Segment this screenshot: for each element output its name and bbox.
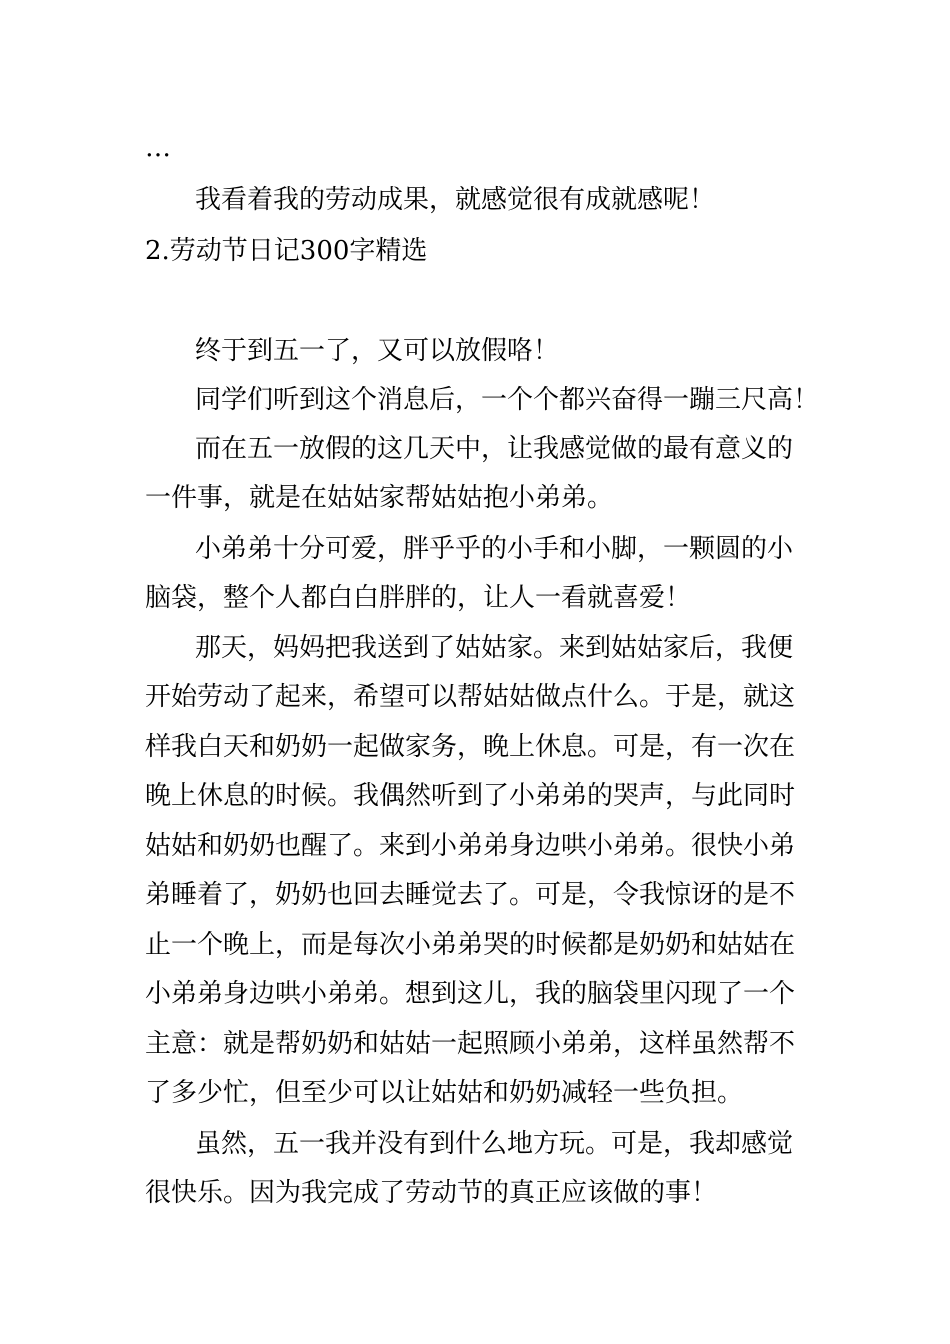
paragraph-line: 止一个晚上，而是每次小弟弟哭的时候都是奶奶和姑姑在 [145, 930, 796, 960]
paragraph-line: 而在五一放假的这几天中，让我感觉做的最有意义的 [195, 434, 794, 464]
paragraph-line: 那天，妈妈把我送到了姑姑家。来到姑姑家后，我便 [195, 633, 794, 663]
paragraph-line: 姑姑和奶奶也醒了。来到小弟弟身边哄小弟弟。很快小弟 [145, 831, 796, 861]
paragraph-line: 一件事，就是在姑姑家帮姑姑抱小弟弟。 [145, 483, 614, 513]
ellipsis: … [145, 133, 171, 163]
paragraph-line: 小弟弟身边哄小弟弟。想到这儿，我的脑袋里闪现了一个 [145, 979, 796, 1009]
paragraph-line: 样我白天和奶奶一起做家务，晚上休息。可是，有一次在 [145, 732, 796, 762]
paragraph-line: 开始劳动了起来，希望可以帮姑姑做点什么。于是，就这 [145, 682, 796, 712]
paragraph-line: 小弟弟十分可爱，胖乎乎的小手和小脚，一颗圆的小 [195, 534, 794, 564]
paragraph-line: 主意：就是帮奶奶和姑姑一起照顾小弟弟，这样虽然帮不 [145, 1029, 796, 1059]
paragraph-line: 弟睡着了，奶奶也回去睡觉去了。可是，令我惊讶的是不 [145, 880, 796, 910]
paragraph-line: 很快乐。因为我完成了劳动节的真正应该做的事！ [145, 1178, 718, 1208]
paragraph-line: 我看着我的劳动成果，就感觉很有成就感呢！ [195, 185, 716, 215]
paragraph-line: 终于到五一了，又可以放假咯！ [195, 336, 560, 366]
paragraph-line: 同学们听到这个消息后，一个个都兴奋得一蹦三尺高！ [195, 385, 820, 415]
paragraph-line: 脑袋，整个人都白白胖胖的，让人一看就喜爱！ [145, 583, 692, 613]
paragraph-line: 了多少忙，但至少可以让姑姑和奶奶减轻一些负担。 [145, 1078, 744, 1108]
section-heading: 2.劳动节日记300字精选 [145, 236, 428, 266]
paragraph-line: 晚上休息的时候。我偶然听到了小弟弟的哭声，与此同时 [145, 781, 796, 811]
paragraph-line: 虽然，五一我并没有到什么地方玩。可是，我却感觉 [195, 1129, 794, 1159]
